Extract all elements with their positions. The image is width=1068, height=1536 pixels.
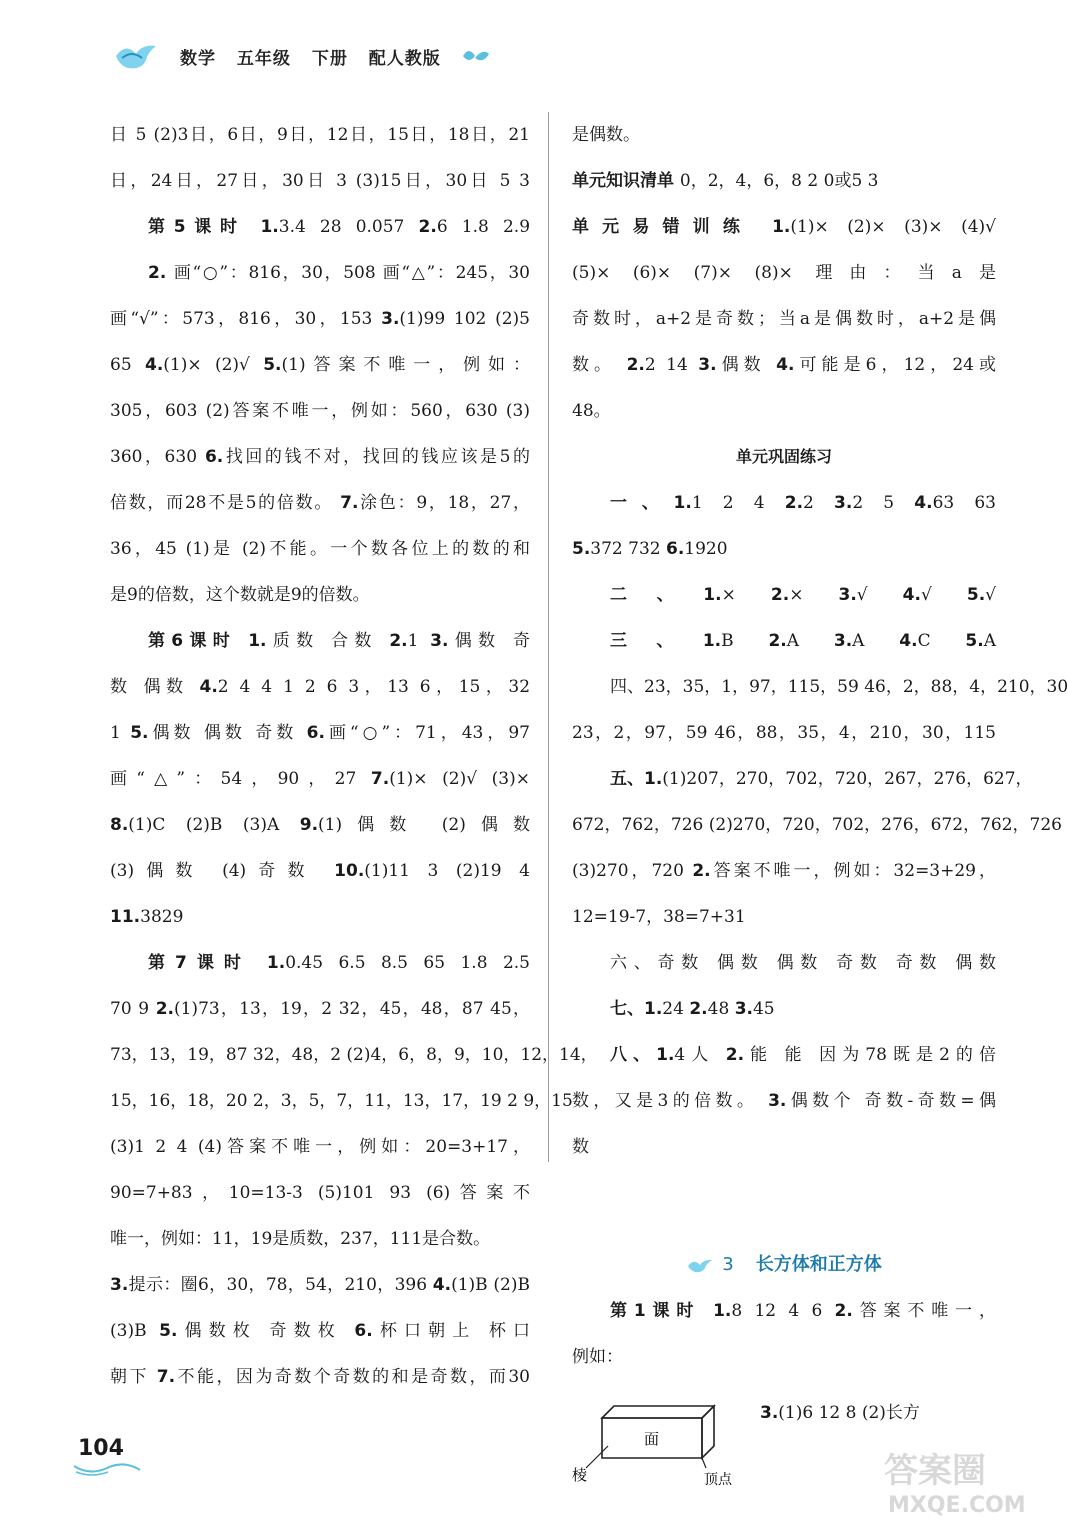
answer-text: 3.4 28 0.057 xyxy=(278,217,419,237)
item-number: 1. xyxy=(673,493,692,513)
answer-text: 数 偶数 xyxy=(110,677,200,697)
answer-text: 0.45 6.5 8.5 65 1.8 2.5 xyxy=(285,953,530,973)
item-number: 6. xyxy=(666,539,685,559)
item-number: 第6课时 xyxy=(148,631,249,651)
item-number: 4. xyxy=(776,355,795,375)
answer-text: 24 xyxy=(662,999,690,1019)
answer-text: 372 732 xyxy=(590,539,666,559)
answer-text: 是9的倍数，这个数就是9的倍数。 xyxy=(110,585,370,605)
item-number: 第1课时 xyxy=(610,1301,714,1321)
item-number: 2. xyxy=(725,1045,745,1065)
answer-text: 数。 xyxy=(572,355,627,375)
answer-text: 偶数个 奇数-奇数=偶 xyxy=(786,1091,996,1111)
answer-line xyxy=(110,756,530,802)
answer-line xyxy=(110,250,530,296)
answer-line xyxy=(572,1334,996,1380)
answer-line xyxy=(110,1032,598,1078)
item-number: 6. xyxy=(204,447,224,467)
item-number: 3. xyxy=(768,1091,787,1111)
answer-line xyxy=(110,204,530,250)
item-number: 3. xyxy=(834,493,853,513)
answer-text: 4人 xyxy=(674,1045,726,1065)
answer-text: 1 xyxy=(110,723,131,743)
answer-line xyxy=(572,112,996,158)
item-number: 4. xyxy=(914,493,933,513)
answer-text: 1920 xyxy=(684,539,728,559)
item-number: 单元易错训练 xyxy=(572,217,773,237)
item-number: 七、 xyxy=(610,999,644,1019)
answer-line xyxy=(110,342,530,388)
answer-text: A xyxy=(983,631,996,651)
svg-text:答案圈: 答案圈 xyxy=(884,1451,986,1491)
answer-text: (1)× (2)√ xyxy=(163,355,264,375)
answer-text: 2 14 xyxy=(644,355,699,375)
answer-line xyxy=(110,434,530,480)
answer-line xyxy=(572,756,1033,802)
item-number: 第7课时 xyxy=(148,953,267,973)
answer-text: 质数 合数 xyxy=(266,631,390,651)
item-number: 5. xyxy=(966,585,986,605)
answer-text: 23，2，97，59 46，88，35，4，210，30，115 xyxy=(572,723,996,743)
item-number: 1. xyxy=(266,953,286,973)
section-bird-icon xyxy=(686,1256,714,1274)
answer-line xyxy=(110,986,530,1032)
answer-line xyxy=(110,710,530,756)
item-number: 1. xyxy=(248,631,267,651)
figure-vertex-label: 顶点 xyxy=(704,1472,732,1488)
answer-text: (3)B xyxy=(110,1321,160,1341)
answer-text: 答案不唯一，例如：32=3+29， xyxy=(710,861,996,881)
item-number: 2. xyxy=(389,631,408,651)
answer-text: (1)答案不唯一，例如： xyxy=(281,355,530,375)
answer-text: 日，24日，27日，30日 3 (3)15日，30日 5 3 xyxy=(110,171,530,191)
answer-text: 偶数 奇 xyxy=(448,631,530,651)
item-number: 2. xyxy=(784,493,804,513)
answer-text: 倍数，而28不是5的倍数。 xyxy=(110,493,341,513)
answer-text: 672，762，726 (2)270，720，702，276，672，762，726 xyxy=(572,815,1062,835)
item-number: 9. xyxy=(299,815,319,835)
item-number: 5. xyxy=(159,1321,178,1341)
header-volume: 下册 xyxy=(311,48,348,69)
answer-line xyxy=(110,940,530,986)
item-number: 第5课时 xyxy=(148,217,261,237)
header-grade: 五年级 xyxy=(236,48,291,69)
answer-line xyxy=(572,342,996,388)
item-number: 2. xyxy=(155,999,174,1019)
answer-text: 2 4 4 1 2 6 3，13 6，15，32 xyxy=(217,677,531,697)
answer-text: 画“√”：573，816，30，153 xyxy=(110,309,382,329)
answer-text: 奇数时，a+2是奇数；当a是偶数时，a+2是偶 xyxy=(572,309,996,329)
section-title: 长方体和正方体 xyxy=(755,1254,882,1275)
answer-text: 可能是6，12，24或 xyxy=(794,355,997,375)
answer-text: 画“○”：71，43，97 xyxy=(324,723,530,743)
cuboid-figure xyxy=(572,1388,752,1488)
item-number: 3. xyxy=(838,585,857,605)
answer-text: × xyxy=(721,585,771,605)
answer-text: 答案不唯一， xyxy=(852,1301,997,1321)
item-number: 3. xyxy=(698,355,717,375)
item-number: 2. xyxy=(770,585,790,605)
answer-text: (1)207，270，702，720，267，276，627， xyxy=(662,769,1033,789)
answer-text: 数，又是3的倍数。 xyxy=(572,1091,769,1111)
answer-text: (5)× (6)× (7)× (8)× 理由：当a是 xyxy=(572,263,996,283)
answer-text: 65 xyxy=(110,355,145,375)
answer-text: 六、奇数 偶数 偶数 奇数 奇数 偶数 xyxy=(610,953,996,973)
item-number: 5. xyxy=(572,539,591,559)
item-number: 五、 xyxy=(610,769,644,789)
answer-text: 例如： xyxy=(572,1347,623,1367)
item-number: 1. xyxy=(644,999,663,1019)
item-number: 4. xyxy=(899,631,918,651)
item-number: 4. xyxy=(432,1275,452,1295)
answer-line xyxy=(110,664,530,710)
answer-text: 48。 xyxy=(572,401,611,421)
answer-text: 305，603 (2)答案不唯一，例如：560，630 (3) xyxy=(110,401,530,421)
answer-line xyxy=(110,572,530,618)
answer-line xyxy=(572,158,996,204)
answer-text: 是偶数。 xyxy=(572,125,640,145)
answer-text: 63 63 xyxy=(932,493,996,513)
answer-line xyxy=(572,940,996,986)
answer-text: 偶数 偶数 奇数 xyxy=(148,723,307,743)
answer-text: 36，45 (1)是 (2)不能。一个数各位上的数的和 xyxy=(110,539,530,559)
item-number: 1. xyxy=(656,1045,675,1065)
answer-text: 2 xyxy=(803,493,835,513)
answer-line xyxy=(572,388,996,434)
answer-text: 70 9 xyxy=(110,999,156,1019)
answer-line xyxy=(572,986,996,1032)
answer-line xyxy=(572,1078,996,1124)
item-number: 1. xyxy=(260,217,279,237)
answer-text: 涂色：9，18，27， xyxy=(358,493,530,513)
answer-line xyxy=(110,1354,530,1400)
item-number: 单元知识清单 xyxy=(572,171,680,191)
answer-text: 能 能 因为78既是2的倍 xyxy=(744,1045,996,1065)
site-watermark xyxy=(880,1440,1030,1520)
answer-line xyxy=(110,618,530,664)
answer-text: C xyxy=(917,631,966,651)
answer-text: √ xyxy=(856,585,903,605)
answer-text: 四、23，35，1，97，115，59 46，2，88，4，210，30 xyxy=(610,677,1068,697)
answer-text: 偶数枚 奇数枚 xyxy=(177,1321,355,1341)
right-column xyxy=(572,112,1068,1488)
answer-line xyxy=(572,1032,996,1078)
answer-line xyxy=(110,158,530,204)
answer-text: 48 xyxy=(707,999,735,1019)
item-number: 3. xyxy=(430,631,449,651)
svg-text:MXQE.COM: MXQE.COM xyxy=(888,1493,1026,1518)
answer-line xyxy=(110,1124,530,1170)
answer-text: 唯一，例如：11，19是质数，237，111是合数。 xyxy=(110,1229,491,1249)
bird-logo-icon xyxy=(112,38,160,74)
answer-text: 2 5 xyxy=(852,493,915,513)
answer-line xyxy=(572,526,996,572)
item-number: 2. xyxy=(689,999,708,1019)
answer-line xyxy=(110,526,530,572)
answer-line xyxy=(572,618,996,664)
answer-text: (3)270，720 xyxy=(572,861,693,881)
header-subject: 数学 xyxy=(180,48,216,69)
item-number: 4. xyxy=(902,585,921,605)
answer-text: 15，16，18，20 2，3，5，7，11，13，17，19 2 9，15 xyxy=(110,1091,573,1111)
answer-line xyxy=(110,112,530,158)
answer-text: 朝下 xyxy=(110,1367,157,1387)
answer-text: 数 xyxy=(572,1137,589,1157)
answer-line xyxy=(572,296,996,342)
answer-text: × xyxy=(789,585,839,605)
answer-text: 3829 xyxy=(140,907,184,927)
item-number: 1. xyxy=(703,585,722,605)
page-header xyxy=(112,36,491,76)
answer-line xyxy=(110,1308,530,1354)
answer-text: (1)11 3 (2)19 4 xyxy=(364,861,530,881)
answer-line xyxy=(110,894,530,940)
answer-text: (1)73，13，19，2 32，45，48，87 45， xyxy=(173,999,530,1019)
answer-text: 12=19-7，38=7+31 xyxy=(572,907,746,927)
answer-text: 杯口朝上 杯口 xyxy=(372,1321,530,1341)
answer-line xyxy=(572,1288,996,1334)
figure-answer xyxy=(760,1398,920,1423)
answer-text: (3)偶数 (4)奇数 xyxy=(110,861,335,881)
item-number: 6. xyxy=(306,723,325,743)
answer-line xyxy=(110,1262,530,1308)
item-number: 1. xyxy=(702,631,722,651)
leaf-decoration-icon xyxy=(461,46,491,66)
item-number: 10. xyxy=(334,861,365,881)
item-number: 3. xyxy=(110,1275,129,1295)
answer-line xyxy=(110,802,530,848)
figure-edge-label: 棱 xyxy=(572,1466,588,1484)
item-number: 5. xyxy=(130,723,149,743)
section-number: 3 xyxy=(722,1254,734,1275)
item-number: 5. xyxy=(263,355,282,375)
item-number: 1. xyxy=(772,217,791,237)
answer-text: (1)C (2)B (3)A xyxy=(128,815,300,835)
item-number: 11. xyxy=(110,907,141,927)
item-number: 八、 xyxy=(610,1045,657,1065)
item-number: 4. xyxy=(144,355,164,375)
answer-text: 单元巩固练习 xyxy=(735,447,832,466)
answer-line xyxy=(572,894,996,940)
answer-text: (1)× (2)× (3)× (4)√ xyxy=(790,217,996,237)
answer-text: 8 12 4 6 xyxy=(731,1301,835,1321)
item-number: 3. xyxy=(833,631,853,651)
answer-line xyxy=(110,480,530,526)
answer-line xyxy=(572,1124,996,1170)
answer-line xyxy=(572,664,1068,710)
page-number-wave-icon xyxy=(74,1462,140,1476)
answer-text: 不能，因为奇数个奇数的和是奇数，而30 xyxy=(175,1367,531,1387)
answer-text: 360，630 xyxy=(110,447,205,467)
item-number: 2. xyxy=(626,355,645,375)
item-number: 一、 xyxy=(610,493,674,513)
answer-text: 45 xyxy=(752,999,775,1019)
answer-text: (1)B (2)B xyxy=(451,1275,530,1295)
item-number: 2. xyxy=(768,631,787,651)
answer-text: 1 2 4 xyxy=(691,493,785,513)
answer-line xyxy=(572,250,996,296)
answer-text: (3)1 2 4 (4)答案不唯一，例如：20=3+17， xyxy=(110,1137,530,1157)
answer-text: √ xyxy=(985,585,996,605)
item-number: 3. xyxy=(734,999,753,1019)
section-heading xyxy=(572,1242,996,1288)
answer-text: A xyxy=(852,631,900,651)
item-number: 6. xyxy=(354,1321,373,1341)
item-number: 2. xyxy=(834,1301,853,1321)
answer-line xyxy=(572,434,996,480)
answer-line xyxy=(110,296,530,342)
item-number: 7. xyxy=(340,493,359,513)
answer-text: A xyxy=(786,631,834,651)
answer-text: 提示：圈6，30，78，54，210，396 xyxy=(128,1275,433,1295)
item-number: 7. xyxy=(156,1367,176,1387)
answer-line xyxy=(110,1216,530,1262)
item-number: 三、 xyxy=(610,631,703,651)
answer-text: (1)× (2)√ (3)× xyxy=(389,769,530,789)
item-number: 4. xyxy=(199,677,218,697)
answer-line xyxy=(572,802,1062,848)
item-number: 7. xyxy=(370,769,390,789)
answer-line xyxy=(110,848,530,894)
item-number: 二、 xyxy=(610,585,704,605)
answer-line xyxy=(110,1170,530,1216)
item-number: 1. xyxy=(644,769,663,789)
answer-line xyxy=(572,480,996,526)
answer-text: (1)6 12 8 (2)长方 xyxy=(778,1403,920,1423)
column-divider xyxy=(548,112,549,1162)
answer-text: 6 1.8 2.9 xyxy=(436,217,531,237)
answer-text: 偶数 xyxy=(716,355,777,375)
item-number: 5. xyxy=(965,631,984,651)
answer-text: (1)偶数 (2)偶数 xyxy=(318,815,530,835)
item-number: 1. xyxy=(713,1301,732,1321)
answer-text: 日 5 (2)3日，6日，9日，12日，15日，18日，21 xyxy=(110,125,530,145)
header-edition: 配人教版 xyxy=(368,48,441,69)
answer-line xyxy=(572,572,996,618)
left-column xyxy=(110,112,598,1400)
answer-text: 画“○”：816，30，508 画“△”：245，30 xyxy=(173,263,530,283)
answer-text: 90=7+83，10=13-3 (5)101 93 (6)答案不 xyxy=(110,1183,530,1203)
answer-line xyxy=(572,710,996,756)
item-number: 2. xyxy=(148,263,174,283)
item-number: 3. xyxy=(381,309,400,329)
answer-line xyxy=(572,848,996,894)
answer-text: 0，2，4，6，8 2 0或5 3 xyxy=(679,171,879,191)
answer-text: 找回的钱不对，找回的钱应该是5的 xyxy=(223,447,530,467)
answer-line xyxy=(572,204,996,250)
answer-text: √ xyxy=(920,585,967,605)
page-number: 104 xyxy=(78,1436,124,1461)
answer-text: 1 xyxy=(407,631,431,651)
item-number: 2. xyxy=(418,217,437,237)
answer-line xyxy=(110,388,530,434)
answer-text: (1)99 102 (2)5 xyxy=(399,309,530,329)
answer-line xyxy=(110,1078,573,1124)
answer-number: 3. xyxy=(760,1403,779,1423)
answer-text: 73，13，19，87 32，48，2 (2)4，6，8，9，10，12，14， xyxy=(110,1045,598,1065)
item-number: 2. xyxy=(692,861,711,881)
answer-text: B xyxy=(721,631,769,651)
figure-face-label: 面 xyxy=(644,1430,660,1448)
item-number: 8. xyxy=(110,815,129,835)
answer-text: 画“△”：54，90，27 xyxy=(110,769,371,789)
